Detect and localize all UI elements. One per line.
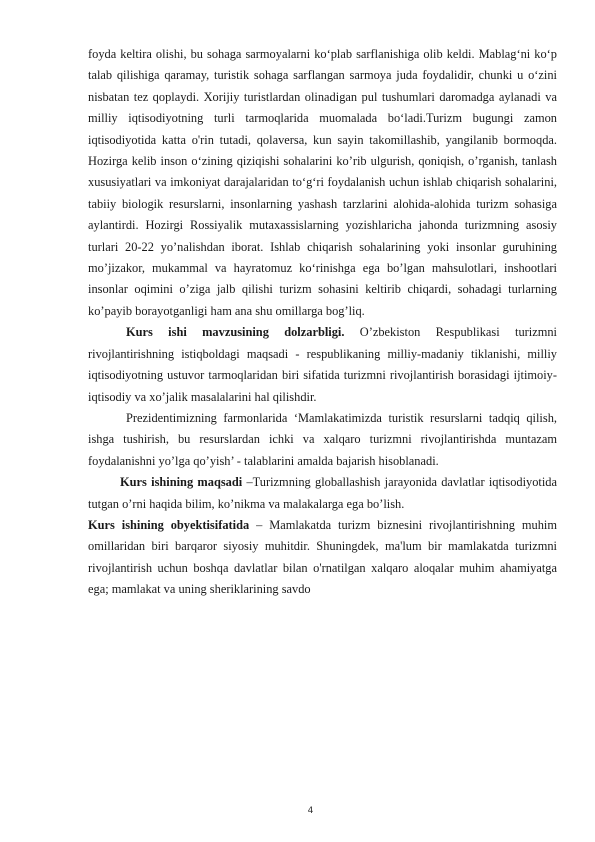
relevance-heading: Kurs ishi mavzusining dolzarbligi. xyxy=(126,325,345,340)
paragraph-goal xyxy=(88,472,557,515)
page-number: 4 xyxy=(307,806,314,816)
object-text: – Mamlakatda turizm biznesini rivojlantirishning muhim omillaridan biri barqaror siyosiy muhitdir. Shuningdek, ma'lum bir mamlakatda turizmni rivojlantirish uchun boshqa davlatlar bilan o'rnatilgan xalqaro aloqalar muhim ahamiyatga ega; mamlakat va uning sheriklarining savdo xyxy=(88,517,558,597)
goal-heading: Kurs ishining maqsadi xyxy=(120,475,243,490)
paragraph-object xyxy=(88,515,557,601)
document-body xyxy=(88,44,557,601)
paragraph-tourism-investment: foyda keltira olishi, bu sohaga sarmoyalarni ko‘plab sarflanishiga olib keldi. Mablag‘ni ko‘p talab qilishiga qaramay, turistik sohaga sarflangan sarmoya juda foydalidir, chunki u o‘zini nisbatan tez qoplaydi. Xorijiy turistlardan olinadigan pul tushumlari daromadga aylanadi va milliy iqtisodiyotning turli tarmoqlarida muomalada bo‘ladi.Turizm bugungi zamon iqtisodiyotida katta o'rin tutadi, qolaversa, kun sayin takomillashib, yangilanib bormoqda. Hozirga kelib inson o‘zining qiziqishi sohalarini ko’rib ulgurish, qoniqish, o’rganish, tanlash xususiyatlari va imkoniyat darajalaridan to‘g‘ri foydalanish uchun ishlab chiqarish sohalarini, tabiiy biologik resurslarni, insonlarning yashash tarzlarini alohida-alohida turizm sohasiga aylantirdi. Hozirgi Rossiyalik mutaxassislarning yozishlaricha jahonda turizmning asosiy turlari 20-22 yo’nalishdan iborat. Ishlab chiqarish sohalarining yoki insonlar guruhining mo’jizakor, mukammal va hayratomuz ko‘rinishga ega bo’lgan mahsulotlari, inshootlari insonlar oqimini o’ziga jalb qilishi turizm sohasini keltirib chiqardi, sohadagi turlarning ko’payib borayotganligi ham ana shu omillarga bog’liq. xyxy=(88,47,557,318)
paragraph-relevance xyxy=(88,322,557,408)
goal-text: –Turizmning globallashish jarayonida davlatlar iqtisodiyotida tutgan o’rni haqida bilim, ko’nikma va malakalarga ega bo’lish. xyxy=(88,475,557,511)
relevance-text: O’zbekiston Respublikasi turizmni rivojlantirishning istiqboldagi maqsadi - respublikaning milliy-madaniy tiklanishi, milliy iqtisodiyotning ustuvor tarmoqlaridan biri sifatida turizmni rivojlantirish borasidagi ijtimoiy-iqtisodiy va xo’jalik masalalarini hal qilishdir. xyxy=(88,325,557,404)
paragraph-presidential-decrees: Prezidentimizning farmonlarida ‘Mamlakatimizda turistik resurslarni tadqiq qilish, ishga tushirish, bu resurslardan ichki va xalqaro turizmni rivojlantirishda muntazam foydalanishni yo’lga qo’yish’ - talablarini amalda bajarish hisoblanadi. xyxy=(88,410,557,468)
object-heading: Kurs ishining obyektisifatida xyxy=(88,517,250,532)
